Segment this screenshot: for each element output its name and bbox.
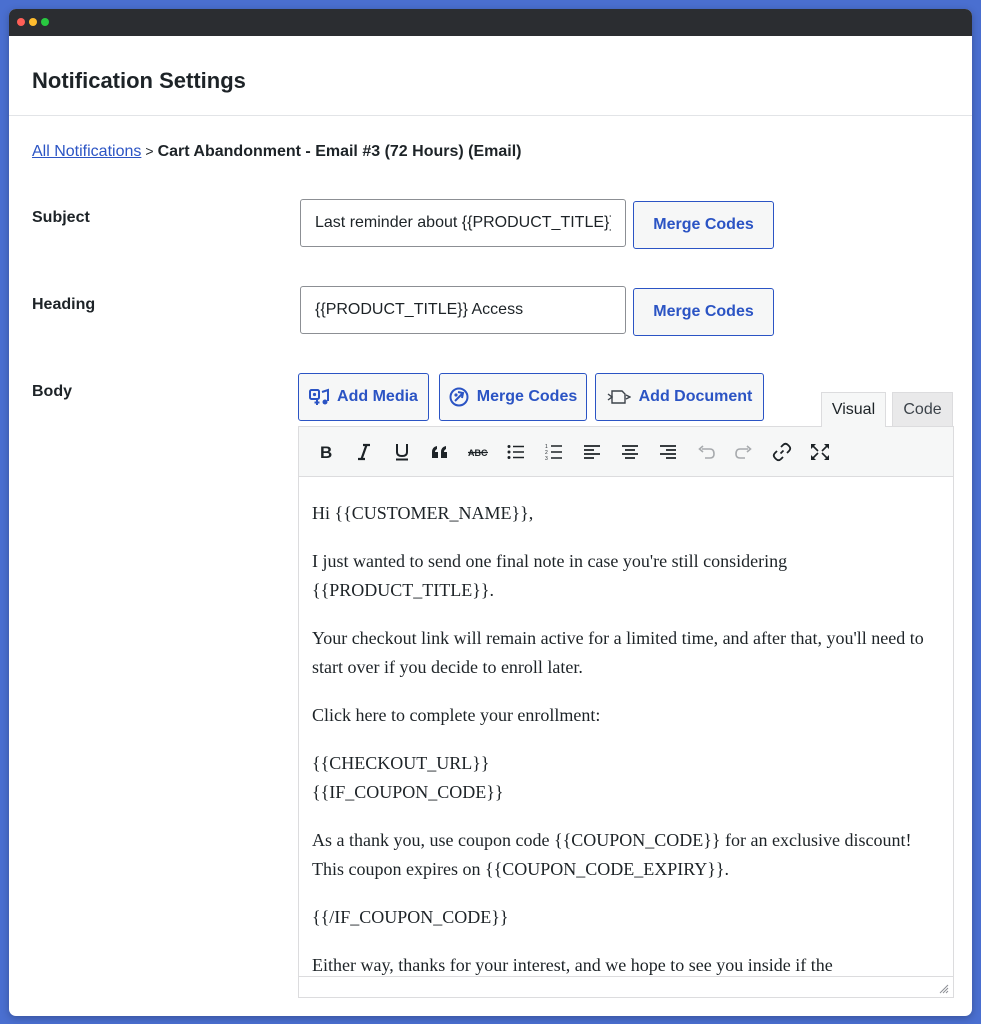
breadcrumb-current: Cart Abandonment - Email #3 (72 Hours) (Email) — [157, 143, 522, 160]
tab-visual[interactable]: Visual — [821, 392, 886, 427]
svg-text:B: B — [320, 442, 333, 461]
add-media-label: Add Media — [337, 388, 418, 405]
subject-merge-codes-button[interactable]: Merge Codes — [633, 201, 774, 249]
body-paragraph: Your checkout link will remain active for a limited time, and after that, you'll need to start over if you decide to enroll later. — [312, 628, 924, 677]
editor-content[interactable] — [299, 477, 953, 977]
resize-handle-icon[interactable] — [938, 983, 949, 994]
align-right-icon[interactable] — [649, 435, 687, 469]
svg-text:3: 3 — [545, 455, 548, 461]
editor-statusbar — [299, 976, 953, 997]
heading-label: Heading — [32, 296, 96, 313]
svg-text:1: 1 — [545, 443, 548, 450]
numbered-list-icon[interactable] — [535, 435, 573, 469]
align-left-icon[interactable] — [573, 435, 611, 469]
underline-icon[interactable] — [383, 435, 421, 469]
redo-icon[interactable] — [725, 435, 763, 469]
merge-codes-icon — [449, 387, 469, 407]
body-label: Body — [32, 383, 72, 400]
add-media-button[interactable] — [298, 373, 429, 421]
page-header — [9, 36, 972, 116]
body-paragraph: {{/IF_COUPON_CODE}} — [312, 907, 509, 927]
body-paragraph: Either way, thanks for your interest, and we hope to see you inside if the — [312, 955, 833, 975]
link-icon[interactable] — [763, 435, 801, 469]
svg-text:ABC: ABC — [468, 447, 488, 458]
close-window-icon[interactable] — [17, 18, 25, 26]
subject-label: Subject — [32, 209, 90, 226]
heading-merge-codes-button[interactable]: Merge Codes — [633, 288, 774, 336]
body-paragraph: Click here to complete your enrollment: — [312, 705, 601, 725]
blockquote-icon[interactable] — [421, 435, 459, 469]
app-window — [9, 9, 972, 1016]
body-paragraph: I just wanted to send one final note in case you're still considering {{PRODUCT_TITLE}}. — [312, 551, 788, 600]
document-icon — [607, 389, 631, 405]
body-editor — [298, 426, 954, 998]
minimize-window-icon[interactable] — [29, 18, 37, 26]
align-center-icon[interactable] — [611, 435, 649, 469]
editor-toolbar — [299, 427, 953, 477]
svg-text:2: 2 — [545, 449, 548, 456]
window-titlebar — [9, 9, 972, 36]
add-document-button[interactable] — [595, 373, 764, 421]
page-title: Notification Settings — [32, 68, 246, 93]
if-coupon-code: {{IF_COUPON_CODE}} — [312, 782, 504, 802]
tab-code[interactable]: Code — [892, 392, 953, 426]
body-paragraph — [312, 749, 940, 807]
subject-input[interactable] — [300, 199, 626, 247]
body-merge-codes-label: Merge Codes — [476, 388, 578, 405]
add-media-icon — [309, 388, 329, 406]
breadcrumb-all-notifications-link[interactable]: All Notifications — [32, 143, 142, 160]
breadcrumb — [32, 143, 521, 161]
fullscreen-icon[interactable] — [801, 435, 839, 469]
undo-icon[interactable] — [687, 435, 725, 469]
italic-icon[interactable] — [345, 435, 383, 469]
bold-icon[interactable] — [307, 435, 345, 469]
strikethrough-icon[interactable] — [459, 435, 497, 469]
checkout-url-code: {{CHECKOUT_URL}} — [312, 753, 490, 773]
body-paragraph: Hi {{CUSTOMER_NAME}}, — [312, 503, 534, 523]
maximize-window-icon[interactable] — [41, 18, 49, 26]
breadcrumb-separator: > — [145, 143, 154, 159]
body-paragraph: As a thank you, use coupon code {{COUPON_CODE}} for an exclusive discount! This coupon expires on {{COUPON_CODE_EXPIRY}}. — [312, 830, 912, 879]
add-document-label: Add Document — [638, 388, 753, 405]
body-merge-codes-button[interactable] — [439, 373, 587, 421]
heading-input[interactable] — [300, 286, 626, 334]
bullet-list-icon[interactable] — [497, 435, 535, 469]
